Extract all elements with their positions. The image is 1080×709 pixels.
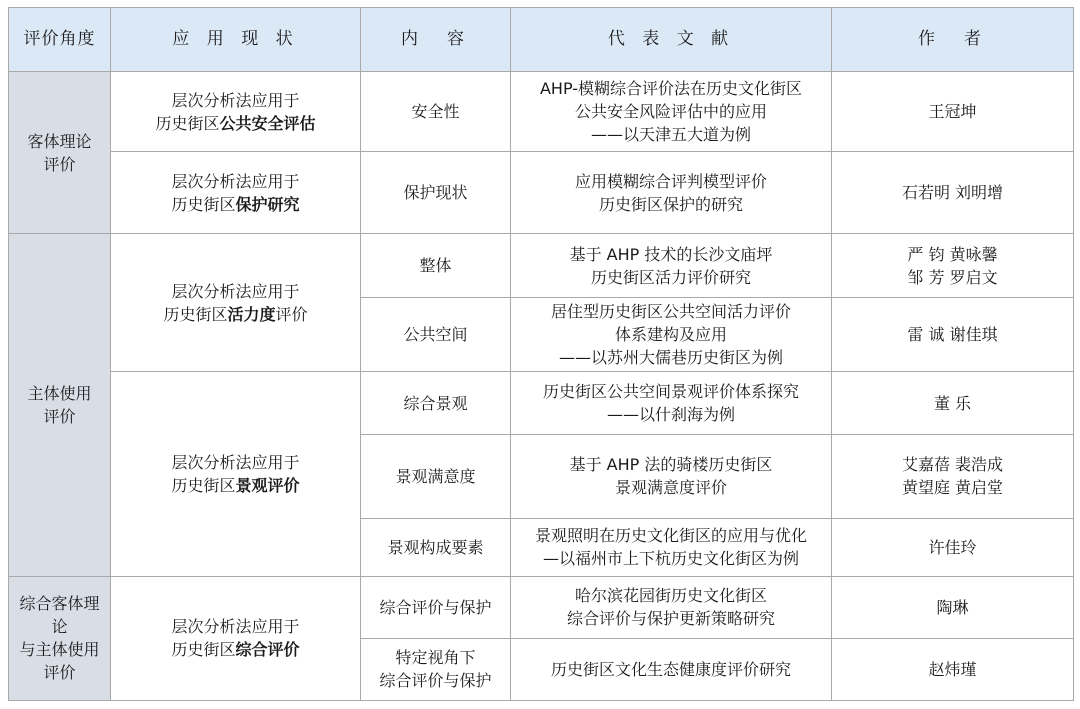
status-cell: 层次分析法应用于 历史街区公共安全评估	[111, 72, 361, 152]
author-cell: 许佳玲	[832, 518, 1074, 576]
status-cell: 层次分析法应用于 历史街区综合评价	[111, 576, 361, 700]
dimension-cell: 主体使用 评价	[9, 234, 111, 577]
table-row	[9, 152, 1074, 234]
author-cell: 董 乐	[832, 372, 1074, 434]
content-cell: 保护现状	[361, 152, 511, 234]
table-row	[9, 372, 1074, 434]
literature-cell: 哈尔滨花园街历史文化街区 综合评价与保护更新策略研究	[511, 576, 832, 638]
literature-cell: 居住型历史街区公共空间活力评价 体系建构及应用 ——以苏州大儒巷历史街区为例	[511, 298, 832, 372]
table-row	[9, 234, 1074, 298]
content-cell: 综合景观	[361, 372, 511, 434]
literature-cell: AHP-模糊综合评价法在历史文化街区 公共安全风险评估中的应用 ——以天津五大道为例	[511, 72, 832, 152]
content-cell: 公共空间	[361, 298, 511, 372]
header-status: 应 用 现 状	[111, 8, 361, 72]
dimension-cell: 客体理论 评价	[9, 72, 111, 234]
author-cell: 雷 诚 谢佳琪	[832, 298, 1074, 372]
header-row	[9, 8, 1074, 72]
content-cell: 安全性	[361, 72, 511, 152]
author-cell: 赵炜瑾	[832, 638, 1074, 700]
content-cell: 特定视角下 综合评价与保护	[361, 638, 511, 700]
literature-cell: 基于 AHP 法的骑楼历史街区 景观满意度评价	[511, 434, 832, 518]
content-cell: 整体	[361, 234, 511, 298]
dimension-cell: 综合客体理 论 与主体使用 评价	[9, 576, 111, 700]
header-author: 作 者	[832, 8, 1074, 72]
literature-cell: 基于 AHP 技术的长沙文庙坪 历史街区活力评价研究	[511, 234, 832, 298]
literature-cell: 应用模糊综合评判模型评价 历史街区保护的研究	[511, 152, 832, 234]
content-cell: 景观满意度	[361, 434, 511, 518]
table-row	[9, 72, 1074, 152]
status-cell: 层次分析法应用于 历史街区活力度评价	[111, 234, 361, 372]
content-cell: 综合评价与保护	[361, 576, 511, 638]
literature-cell: 景观照明在历史文化街区的应用与优化 —以福州市上下杭历史文化街区为例	[511, 518, 832, 576]
literature-cell: 历史街区文化生态健康度评价研究	[511, 638, 832, 700]
author-cell: 艾嘉蓓 裴浩成 黄望庭 黄启堂	[832, 434, 1074, 518]
header-content: 内 容	[361, 8, 511, 72]
author-cell: 陶琳	[832, 576, 1074, 638]
author-cell: 严 钧 黄咏馨 邹 芳 罗启文	[832, 234, 1074, 298]
content-cell: 景观构成要素	[361, 518, 511, 576]
table-row	[9, 576, 1074, 638]
header-literature: 代 表 文 献	[511, 8, 832, 72]
literature-table	[8, 7, 1074, 701]
status-cell: 层次分析法应用于 历史街区保护研究	[111, 152, 361, 234]
author-cell: 石若明 刘明增	[832, 152, 1074, 234]
literature-cell: 历史街区公共空间景观评价体系探究 ——以什刹海为例	[511, 372, 832, 434]
header-dimension: 评价角度	[9, 8, 111, 72]
status-cell: 层次分析法应用于 历史街区景观评价	[111, 372, 361, 576]
author-cell: 王冠坤	[832, 72, 1074, 152]
